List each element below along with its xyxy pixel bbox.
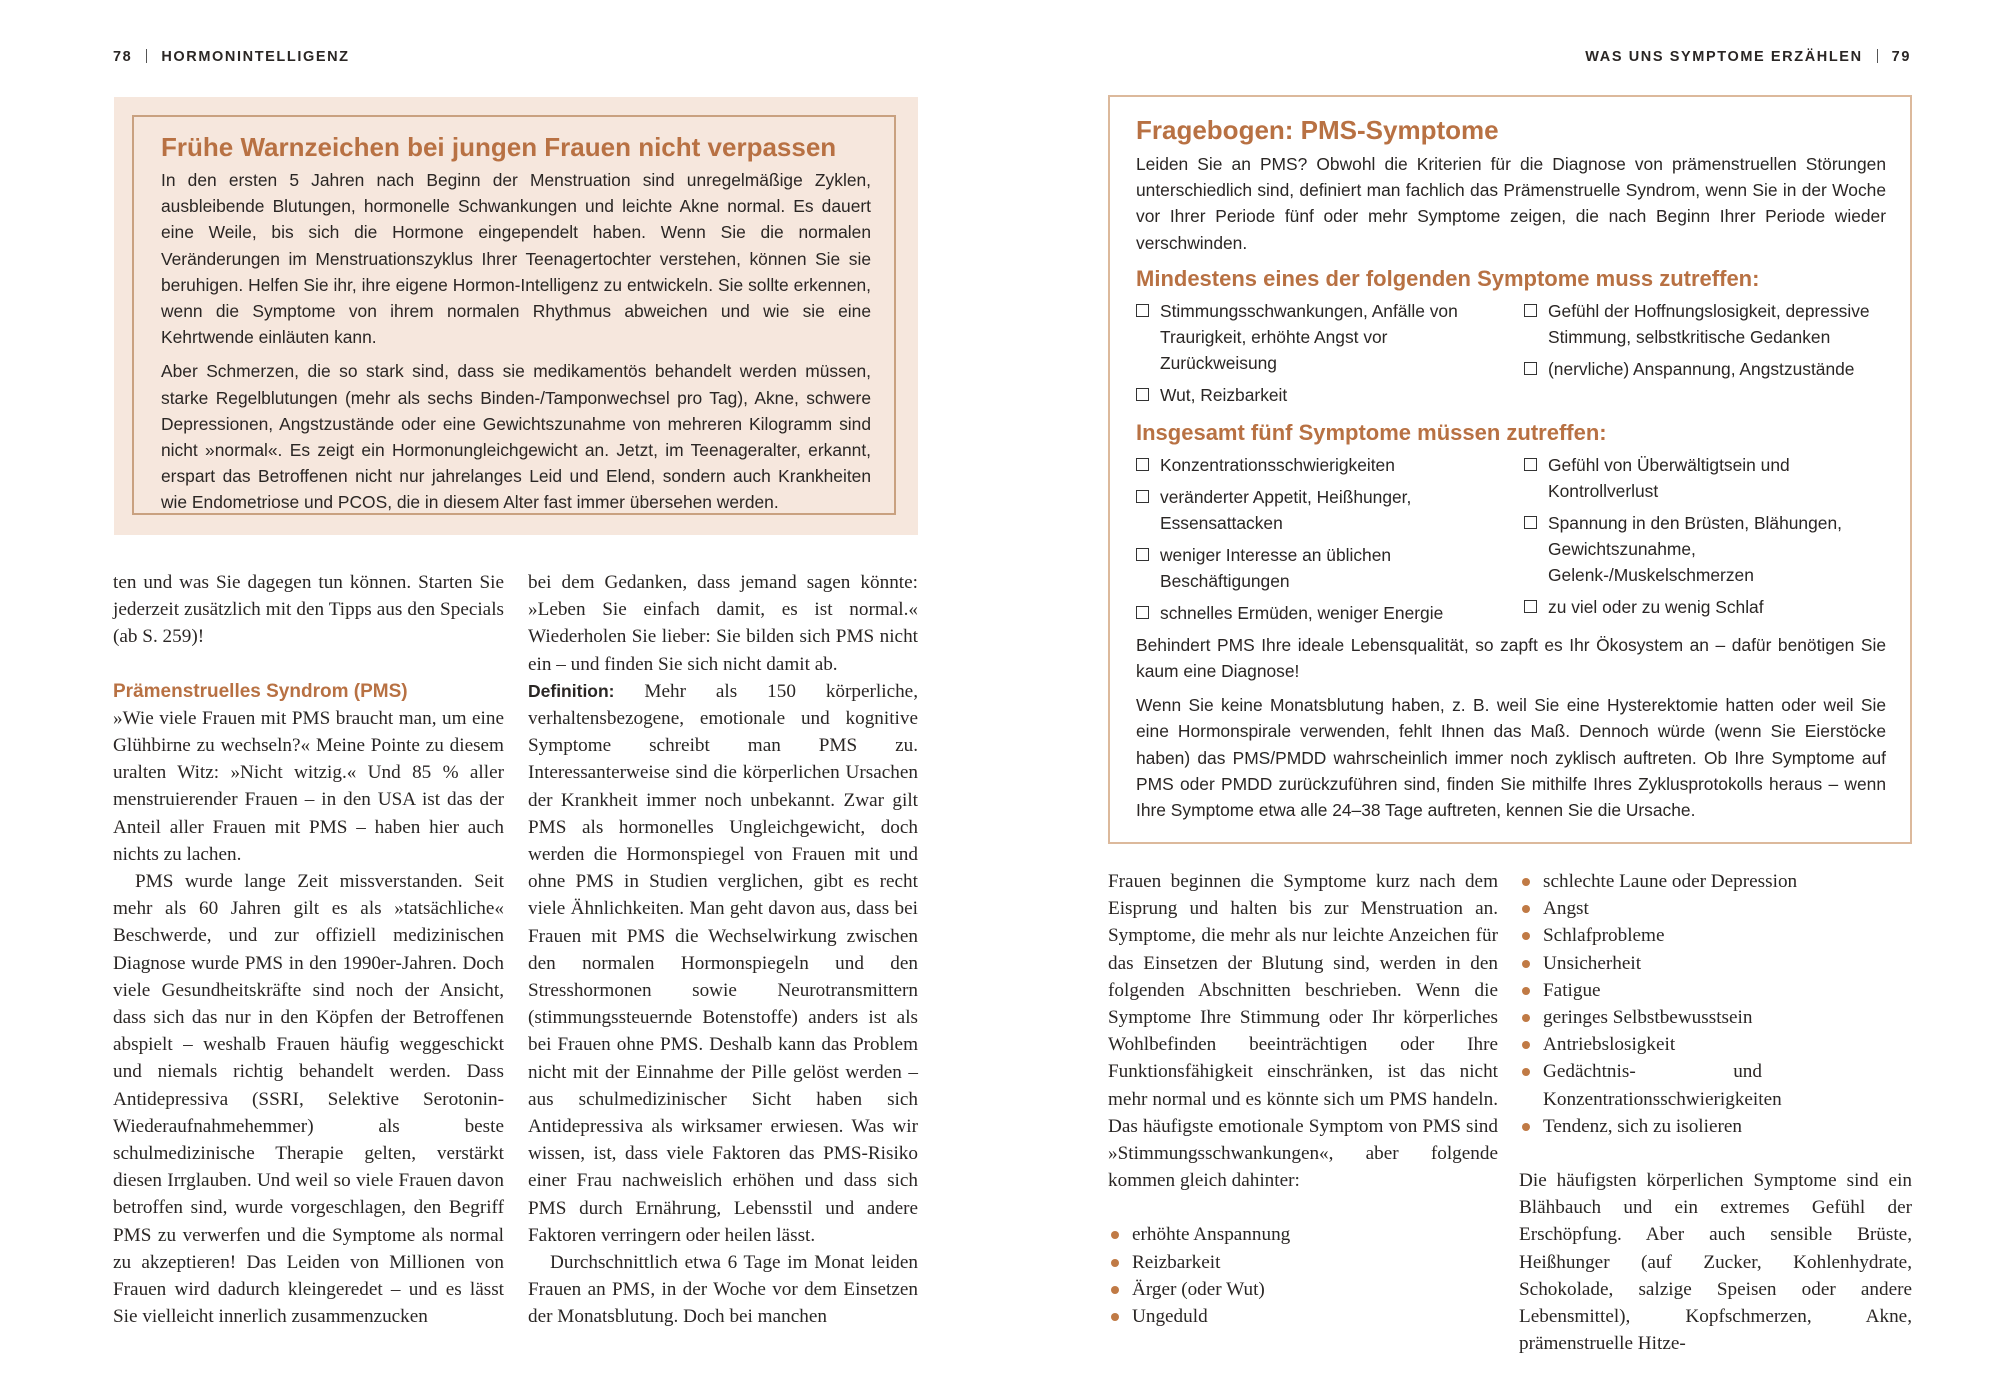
checkbox-icon[interactable] bbox=[1136, 490, 1149, 503]
checkbox-icon[interactable] bbox=[1524, 304, 1537, 317]
bullet-icon bbox=[1522, 1041, 1530, 1049]
checkbox-icon[interactable] bbox=[1136, 388, 1149, 401]
left-column-1 bbox=[113, 569, 504, 1330]
list-item: Fatigue bbox=[1519, 977, 1912, 1004]
list-item: Reizbarkeit bbox=[1108, 1249, 1498, 1276]
questionnaire-subheading: Insgesamt fünf Symptome müssen zutreffen: bbox=[1136, 419, 1607, 445]
checkbox-icon[interactable] bbox=[1524, 516, 1537, 529]
checkbox-icon[interactable] bbox=[1136, 304, 1149, 317]
questionnaire-subheading: Mindestens eines der folgenden Symptome muss zutreffen: bbox=[1136, 265, 1760, 291]
list-item: Ungeduld bbox=[1108, 1303, 1498, 1330]
checkbox-icon[interactable] bbox=[1136, 458, 1149, 471]
body-paragraph: ten und was Sie dagegen tun können. Starten Sie jederzeit zusätzlich mit den Tipps aus den Specials (ab S. 259)! bbox=[113, 572, 504, 648]
checklist-item[interactable]: zu viel oder zu wenig Schlaf bbox=[1524, 594, 1886, 620]
header-title-left: HORMONINTELLIGENZ bbox=[161, 49, 350, 65]
questionnaire-title: Fragebogen: PMS-Symptome bbox=[1136, 115, 1499, 145]
emotional-symptom-list bbox=[1108, 1221, 1498, 1330]
checklist-item[interactable]: Konzentrationsschwierigkeiten bbox=[1136, 452, 1506, 478]
bullet-icon bbox=[1111, 1286, 1119, 1294]
body-paragraph: Frauen beginnen die Symptome kurz nach dem Eisprung und halten bis zur Menstruation an. Symptome, die mehr als nur leichte Anzeichen für das Einsetzen der Blutung sind, werden in den folgenden Abschnitten beschrieben. Wenn die Symptome Ihre Stimmung oder Ihr körperliches Wohlbefinden beeinträchtigen oder Ihre Funktionsfähigkeit einschränken, ist das nicht mehr normal und es könnte sich um PMS handeln. Das häufigste emotionale Symptom von PMS sind »Stimmungsschwankungen«, aber folgende kommen gleich dahinter: bbox=[1108, 871, 1498, 1192]
checkbox-icon[interactable] bbox=[1136, 606, 1149, 619]
checkbox-icon[interactable] bbox=[1524, 458, 1537, 471]
warning-box-paragraph: In den ersten 5 Jahren nach Beginn der Menstruation sind unregelmäßige Zyklen, ausbleibende Blutungen, hormonelle Schwankungen und leichte Akne normal. Es dauert eine Weile, bis sich die Hormone eingependelt haben. Wenn Sie die normalen Veränderungen im Menstruationszyklus Ihrer Teenagertochter verstehen, können Sie sie beruhigen. Helfen Sie ihr, ihre eigene Hormon-Intelligenz zu entwickeln. Sie sollte erkennen, wenn die Symptome von ihrem normalen Rhythmus abweichen und wie sie eine Kehrtwende einläuten kann. bbox=[161, 170, 871, 348]
bullet-icon bbox=[1522, 1068, 1530, 1076]
questionnaire-intro: Leiden Sie an PMS? Obwohl die Kriterien für die Diagnose von prämenstruellen Störungen unterschiedlich sind, definiert man fachlich das Prämenstruelle Syndrom, wenn Sie in der Woche vor Ihrer Periode fünf oder mehr Symptome zeigen, die nach Beginn Ihrer Periode wieder verschwinden. bbox=[1136, 154, 1886, 253]
list-item: Ärger (oder Wut) bbox=[1108, 1276, 1498, 1303]
checklist-left bbox=[1136, 298, 1506, 414]
checklist-right bbox=[1524, 452, 1886, 632]
list-item: Gedächtnis- und Konzentrationsschwierigkeiten bbox=[1519, 1058, 1912, 1112]
running-header-right bbox=[1585, 49, 1911, 65]
definition-label: Definition: bbox=[528, 680, 615, 701]
body-paragraph: bei dem Gedanken, dass jemand sagen könnte: »Leben Sie einfach damit, es ist normal.« Wiederholen Sie lieber: Sie bilden sich PMS nicht ein – und finden Sie sich nicht damit ab. bbox=[528, 572, 918, 675]
checklist-item[interactable]: Gefühl der Hoffnungslosigkeit, depressive Stimmung, selbstkritische Gedanken bbox=[1524, 298, 1886, 350]
checklist-item[interactable]: schnelles Ermüden, weniger Energie bbox=[1136, 600, 1506, 626]
questionnaire-paragraph: Wenn Sie keine Monatsblutung haben, z. B. weil Sie eine Hysterektomie hatten oder weil Sie eine Hormonspirale verwenden, fehlt Ihnen das Maß. Dennoch würde (wenn Sie Eierstöcke haben) das PMS/PMDD wahrscheinlich immer noch zyklisch auftreten. Ob Ihre Symptome auf PMS oder PMDD zurückzuführen sind, finden Sie mithilfe Ihres Zyklusprotokolls heraus – wenn Ihre Symptome etwa alle 24–38 Tage auftreten, kennen Sie die Ursache. bbox=[1136, 695, 1886, 821]
header-divider bbox=[1877, 49, 1878, 63]
checklist-item[interactable]: Spannung in den Brüsten, Blähungen, Gewichtszunahme, Gelenk-/Muskelschmerzen bbox=[1524, 510, 1886, 588]
list-item: Unsicherheit bbox=[1519, 950, 1912, 977]
checklist-item[interactable]: veränderter Appetit, Heißhunger, Essensattacken bbox=[1136, 484, 1506, 536]
emotional-symptom-list-continued bbox=[1519, 868, 1912, 1140]
list-item: Antriebslosigkeit bbox=[1519, 1031, 1912, 1058]
bullet-icon bbox=[1522, 878, 1530, 886]
bullet-icon bbox=[1522, 1014, 1530, 1022]
bullet-icon bbox=[1522, 960, 1530, 968]
running-header-left bbox=[113, 49, 350, 65]
checkbox-icon[interactable] bbox=[1524, 600, 1537, 613]
body-paragraph: PMS wurde lange Zeit missverstanden. Seit mehr als 60 Jahren gilt es als »tatsächliche« Beschwerde, und zur offiziell medizinischen Diagnose wurde PMS in den 1990er-Jahren. Doch viele Gesundheitskräfte sind noch der Ansicht, dass sich das nur in den Köpfen der Betroffenen abspielt – weshalb Frauen häufig weggeschickt und niemals richtig behandelt werden. Dass Antidepressiva (SSRI, Selektive Serotonin-Wiederaufnahmehemmer) als beste schulmedizinische Therapie gelten, verstärkt diesen Irrglauben. Und weil so viele Frauen davon betroffen sind, wurde vorgeschlagen, den Begriff PMS zu verwerfen und die Symptome als normal zu akzeptieren! Das Leiden von Millionen von Frauen wird dadurch kleingeredet – und es lässt Sie vielleicht innerlich zusammenzucken bbox=[113, 871, 504, 1328]
page-number-left: 78 bbox=[113, 49, 133, 65]
list-item: erhöhte Anspannung bbox=[1108, 1221, 1498, 1248]
bullet-icon bbox=[1522, 905, 1530, 913]
definition-text: Mehr als 150 körperliche, verhaltensbezogene, emotionale und kognitive Symptome schreibt man PMS zu. Interessanterweise sind die körperlichen Ursachen der Krankheit immer noch unbekannt. Zwar gilt PMS als hormonelles Ungleichgewicht, doch werden die Hormonspiegel von Frauen mit und ohne PMS in Studien verglichen, gibt es recht viele Ähnlichkeiten. Man geht davon aus, dass bei Frauen mit PMS die Wechselwirkung zwischen den normalen Hormonspiegeln und den Stresshormonen sowie Neurotransmittern (stimmungssteuernde Botenstoffe) anders ist als bei Frauen ohne PMS. Deshalb kann das Problem nicht mit der Einnahme der Pille gelöst werden – aus schulmedizinischer Sicht haben sich Antidepressiva als wirksamer erwiesen. Was wir wissen, ist, dass viele Faktoren das PMS-Risiko einer Frau nachweislich erhöhen und dass sich PMS durch Ernährung, Lebensstil und andere Faktoren verringern oder heilen lässt. bbox=[528, 680, 918, 1246]
bullet-icon bbox=[1522, 987, 1530, 995]
body-paragraph: Die häufigsten körperlichen Symptome sind ein Blähbauch und ein extremes Gefühl der Erschöpfung. Aber auch sensible Brüste, Heißhunger (auf Zucker, Kohlenhydrate, Schokolade, salzige Speisen oder andere Lebensmittel), Kopfschmerzen, Akne, prämenstruelle Hitze- bbox=[1519, 1170, 1912, 1355]
bullet-icon bbox=[1111, 1259, 1119, 1267]
questionnaire-paragraph: Behindert PMS Ihre ideale Lebensqualität, so zapft es Ihr Ökosystem an – dafür benötigen Sie kaum eine Diagnose! bbox=[1136, 634, 1886, 682]
list-item: Tendenz, sich zu isolieren bbox=[1519, 1113, 1912, 1140]
checklist-item[interactable]: Gefühl von Überwältigtsein und Kontrollverlust bbox=[1524, 452, 1886, 504]
list-item: geringes Selbstbewusstsein bbox=[1519, 1004, 1912, 1031]
checklist-item[interactable]: (nervliche) Anspannung, Angstzustände bbox=[1524, 356, 1886, 382]
list-item: Schlafprobleme bbox=[1519, 922, 1912, 949]
checklist-right bbox=[1524, 298, 1886, 414]
checklist-item[interactable]: Stimmungsschwankungen, Anfälle von Traurigkeit, erhöhte Angst vor Zurückweisung bbox=[1136, 298, 1506, 376]
page-number-right: 79 bbox=[1891, 49, 1911, 65]
section-heading: Prämenstruelles Syndrom (PMS) bbox=[113, 680, 408, 702]
right-column-1 bbox=[1108, 868, 1498, 1330]
right-column-2 bbox=[1519, 868, 1912, 1357]
bullet-icon bbox=[1111, 1231, 1119, 1239]
bullet-icon bbox=[1522, 1123, 1530, 1131]
warning-box-paragraph: Aber Schmerzen, die so stark sind, dass sie medikamentös behandelt werden müssen, starke Regelblutungen (mehr als sechs Binden-/Tamponwechsel pro Tag), Akne, schwere Depressionen, Angstzustände oder eine Gewichtszunahme von mehreren Kilogramm sind nicht »normal«. Es zeigt ein Hormonungleichgewicht an. Jetzt, im Teenageralter, erkannt, erspart das Betroffenen nicht nur jahrelanges Leid und Elend, sondern auch Krankheiten wie Endometriose und PCOS, die in diesem Alter fast immer übersehen werden. bbox=[161, 361, 871, 513]
warning-box-title: Frühe Warnzeichen bei jungen Frauen nicht verpassen bbox=[161, 132, 837, 162]
bullet-icon bbox=[1111, 1313, 1119, 1321]
checklist-item[interactable]: weniger Interesse an üblichen Beschäftigungen bbox=[1136, 542, 1506, 594]
checklist-left bbox=[1136, 452, 1506, 632]
bullet-icon bbox=[1522, 932, 1530, 940]
body-paragraph: Durchschnittlich etwa 6 Tage im Monat leiden Frauen an PMS, in der Woche vor dem Einsetzen der Monatsblutung. Doch bei manchen bbox=[528, 1252, 918, 1328]
definition-paragraph bbox=[528, 678, 918, 1249]
header-divider bbox=[146, 49, 147, 63]
checklist-item[interactable]: Wut, Reizbarkeit bbox=[1136, 382, 1506, 408]
questionnaire bbox=[1136, 115, 1886, 823]
body-paragraph: »Wie viele Frauen mit PMS braucht man, um eine Glühbirne zu wechseln?« Meine Pointe zu diesem uralten Witz: »Nicht witzig.« Und 85 % aller menstruierender Frauen – in den USA ist das der Anteil aller Frauen mit PMS – haben hier auch nichts zu lachen. bbox=[113, 707, 504, 865]
warning-box bbox=[161, 132, 871, 524]
header-title-right: WAS UNS SYMPTOME ERZÄHLEN bbox=[1585, 49, 1863, 65]
checkbox-icon[interactable] bbox=[1524, 362, 1537, 375]
checkbox-icon[interactable] bbox=[1136, 548, 1149, 561]
list-item: schlechte Laune oder Depression bbox=[1519, 868, 1912, 895]
list-item: Angst bbox=[1519, 895, 1912, 922]
left-column-2 bbox=[528, 569, 918, 1331]
